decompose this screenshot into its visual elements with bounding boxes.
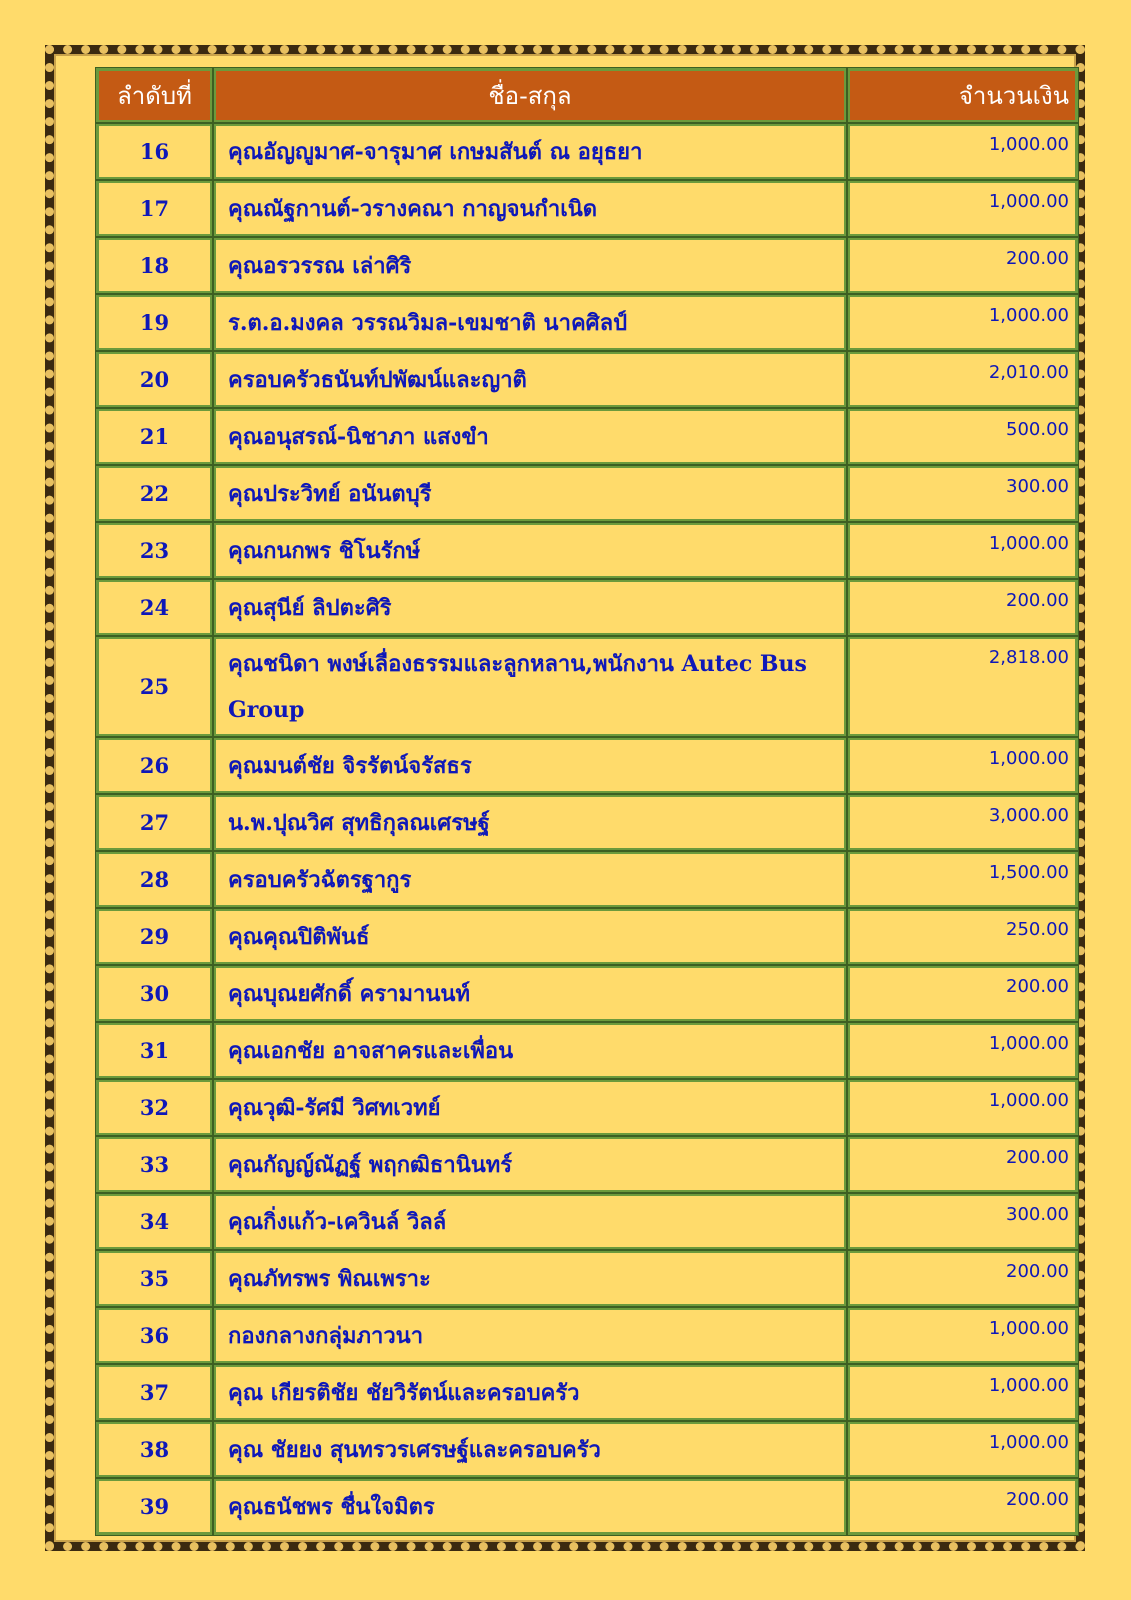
table-row	[96, 1307, 1078, 1364]
row-seq: 38	[96, 1421, 213, 1478]
table-row	[96, 351, 1078, 408]
row-amount: 1,000.00	[847, 1421, 1078, 1478]
table-row	[96, 1421, 1078, 1478]
row-seq: 21	[96, 408, 213, 465]
row-name: คุณบุณยศักดิ์ ครามานนท์	[213, 965, 847, 1022]
row-name: คุณประวิทย์ อนันตบุรี	[213, 465, 847, 522]
table-row	[96, 1250, 1078, 1307]
table-row	[96, 851, 1078, 908]
row-name: คุณสุนีย์ ลิปตะศิริ	[213, 579, 847, 636]
row-seq: 19	[96, 294, 213, 351]
row-name: คุณ ชัยยง สุนทรวรเศรษฐ์และครอบครัว	[213, 1421, 847, 1478]
table-row	[96, 294, 1078, 351]
row-amount: 1,000.00	[847, 737, 1078, 794]
row-seq: 31	[96, 1022, 213, 1079]
row-amount: 1,000.00	[847, 294, 1078, 351]
row-seq: 29	[96, 908, 213, 965]
row-amount: 200.00	[847, 237, 1078, 294]
row-seq: 36	[96, 1307, 213, 1364]
row-seq: 25	[96, 636, 213, 737]
row-amount: 250.00	[847, 908, 1078, 965]
row-amount: 1,000.00	[847, 123, 1078, 180]
table-row	[96, 579, 1078, 636]
row-seq: 18	[96, 237, 213, 294]
header-seq: ลำดับที่	[96, 68, 213, 123]
row-name: ครอบครัวธนันท์ปพัฒน์และญาติ	[213, 351, 847, 408]
row-amount: 2,818.00	[847, 636, 1078, 737]
row-seq: 37	[96, 1364, 213, 1421]
row-name: คุณกิ่งแก้ว-เควินล์ วิลล์	[213, 1193, 847, 1250]
row-name: คุณเอกชัย อาจสาครและเพื่อน	[213, 1022, 847, 1079]
row-seq: 17	[96, 180, 213, 237]
row-amount: 200.00	[847, 1250, 1078, 1307]
row-seq: 30	[96, 965, 213, 1022]
row-name: คุณอรวรรณ เล่าศิริ	[213, 237, 847, 294]
row-seq: 27	[96, 794, 213, 851]
row-name: คุณมนต์ชัย จิรรัตน์จรัสธร	[213, 737, 847, 794]
table-row	[96, 1079, 1078, 1136]
row-name: คุณวุฒิ-รัศมี วิศทเวทย์	[213, 1079, 847, 1136]
table-row	[96, 737, 1078, 794]
table-row	[96, 522, 1078, 579]
row-seq: 35	[96, 1250, 213, 1307]
row-amount: 200.00	[847, 965, 1078, 1022]
table-row	[96, 965, 1078, 1022]
row-amount: 1,500.00	[847, 851, 1078, 908]
row-seq: 32	[96, 1079, 213, 1136]
row-amount: 1,000.00	[847, 1307, 1078, 1364]
row-amount: 200.00	[847, 579, 1078, 636]
row-name: คุณกนกพร ชิโนรักษ์	[213, 522, 847, 579]
row-amount: 1,000.00	[847, 1364, 1078, 1421]
table-row	[96, 1136, 1078, 1193]
row-seq: 23	[96, 522, 213, 579]
row-seq: 24	[96, 579, 213, 636]
row-name: คุณณัฐกานต์-วรางคณา กาญจนกำเนิด	[213, 180, 847, 237]
donation-table	[96, 68, 1078, 1535]
row-name: คุณธนัชพร ชื่นใจมิตร	[213, 1478, 847, 1535]
row-name: ครอบครัวฉัตรฐากูร	[213, 851, 847, 908]
row-amount: 1,000.00	[847, 180, 1078, 237]
row-seq: 33	[96, 1136, 213, 1193]
table-row	[96, 908, 1078, 965]
table-row	[96, 465, 1078, 522]
row-amount: 200.00	[847, 1136, 1078, 1193]
row-seq: 34	[96, 1193, 213, 1250]
row-name: คุณชนิดา พงษ์เลื่องธรรมและลูกหลาน,พนักงาน Autec Bus Group	[213, 636, 847, 737]
row-name: คุณ เกียรติชัย ชัยวิรัตน์และครอบครัว	[213, 1364, 847, 1421]
table-row	[96, 1364, 1078, 1421]
row-name: กองกลางกลุ่มภาวนา	[213, 1307, 847, 1364]
table-row	[96, 408, 1078, 465]
row-name: คุณคุณปิติพันธ์	[213, 908, 847, 965]
row-seq: 26	[96, 737, 213, 794]
table-row	[96, 237, 1078, 294]
row-seq: 20	[96, 351, 213, 408]
row-amount: 2,010.00	[847, 351, 1078, 408]
table-row	[96, 123, 1078, 180]
row-amount: 3,000.00	[847, 794, 1078, 851]
table-row	[96, 1022, 1078, 1079]
table-row	[96, 1193, 1078, 1250]
row-name: ร.ต.อ.มงคล วรรณวิมล-เขมชาติ นาคศิลป์	[213, 294, 847, 351]
header-amount: จำนวนเงิน	[847, 68, 1078, 123]
row-amount: 1,000.00	[847, 1079, 1078, 1136]
row-name: คุณกัญญ์ณัฏฐ์ พฤกฒิธานินทร์	[213, 1136, 847, 1193]
header-name: ชื่อ-สกุล	[213, 68, 847, 123]
row-name: คุณภัทรพร พิณเพราะ	[213, 1250, 847, 1307]
row-name: น.พ.ปุณวิศ สุทธิกุลณเศรษฐ์	[213, 794, 847, 851]
row-amount: 200.00	[847, 1478, 1078, 1535]
row-amount: 500.00	[847, 408, 1078, 465]
table-row	[96, 794, 1078, 851]
row-seq: 28	[96, 851, 213, 908]
row-amount: 300.00	[847, 1193, 1078, 1250]
row-amount: 1,000.00	[847, 522, 1078, 579]
row-amount: 300.00	[847, 465, 1078, 522]
row-seq: 22	[96, 465, 213, 522]
row-name: คุณอนุสรณ์-นิชาภา แสงขำ	[213, 408, 847, 465]
table-body	[96, 123, 1078, 1535]
table-row	[96, 1478, 1078, 1535]
row-seq: 16	[96, 123, 213, 180]
table-header-row	[96, 68, 1078, 123]
table-row	[96, 636, 1078, 737]
row-seq: 39	[96, 1478, 213, 1535]
row-amount: 1,000.00	[847, 1022, 1078, 1079]
table-row	[96, 180, 1078, 237]
row-name: คุณอัญญูมาศ-จารุมาศ เกษมสันต์ ณ อยุธยา	[213, 123, 847, 180]
